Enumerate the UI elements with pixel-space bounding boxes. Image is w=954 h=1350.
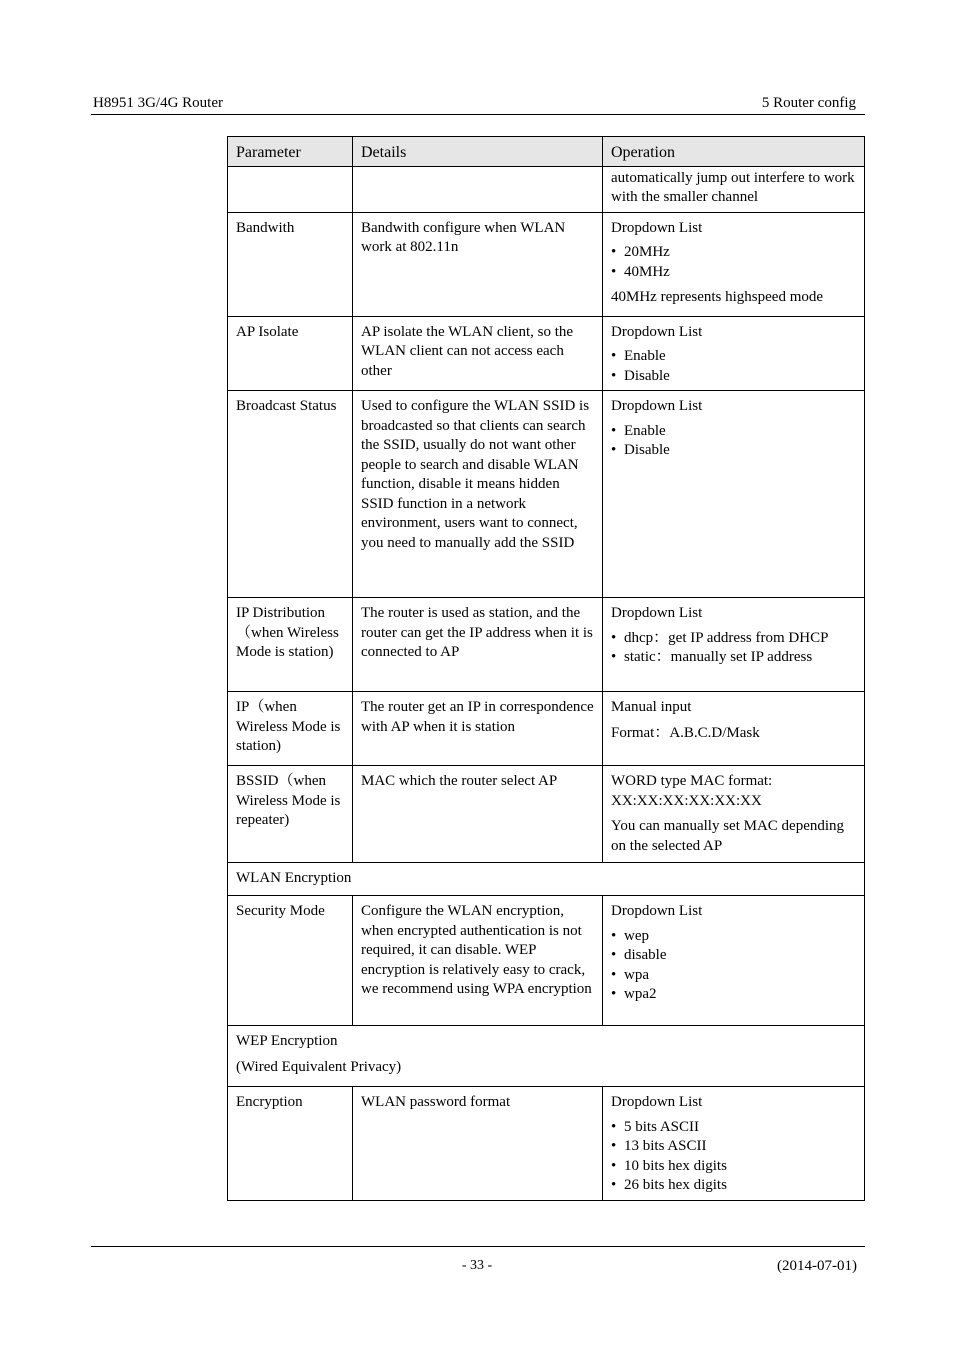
list-item: • 26 bits hex digits bbox=[611, 1176, 856, 1196]
list-item: • Disable bbox=[611, 441, 856, 461]
list-item: • Disable bbox=[611, 367, 856, 387]
details-cell: The router is used as station, and the router can get the IP address when it is connected to AP bbox=[353, 598, 603, 692]
header-divider bbox=[91, 114, 865, 115]
option-list bbox=[611, 347, 856, 386]
footer-divider bbox=[91, 1246, 865, 1247]
operation-note: 40MHz represents highspeed mode bbox=[611, 289, 824, 305]
section-row bbox=[228, 1026, 865, 1087]
operation-head: Dropdown List bbox=[611, 398, 703, 414]
list-item: • Enable bbox=[611, 422, 856, 442]
list-item: • wpa bbox=[611, 966, 856, 986]
param-cell: AP Isolate bbox=[228, 316, 353, 391]
param-cell: IP（when Wireless Mode is station) bbox=[228, 692, 353, 766]
operation-cell bbox=[603, 896, 865, 1026]
option-list bbox=[611, 422, 856, 461]
param-cell: Bandwith bbox=[228, 212, 353, 316]
section-title: WLAN Encryption bbox=[228, 863, 865, 896]
list-item: • Enable bbox=[611, 347, 856, 367]
operation-head: Dropdown List bbox=[611, 605, 703, 621]
operation-head: WORD type MAC format: XX:XX:XX:XX:XX:XX bbox=[611, 773, 773, 809]
list-item: • static：manually set IP address bbox=[611, 648, 856, 668]
param-cell bbox=[228, 166, 353, 212]
parameter-table bbox=[227, 136, 865, 1201]
param-cell: Broadcast Status bbox=[228, 391, 353, 598]
list-item: • wpa2 bbox=[611, 985, 856, 1005]
list-item: • 20MHz bbox=[611, 243, 856, 263]
operation-cell bbox=[603, 692, 865, 766]
details-cell: Used to configure the WLAN SSID is broadcasted so that clients can search the SSID, usually do not want other people to search and disable WLAN function, disable it means hidden SSID function in a network environment, users want to connect, you need to manually add the SSID bbox=[353, 391, 603, 598]
param-cell: Security Mode bbox=[228, 896, 353, 1026]
header-section: 5 Router config bbox=[761, 95, 856, 111]
list-item: • 5 bits ASCII bbox=[611, 1118, 856, 1138]
section-title-line: WEP Encryption bbox=[236, 1033, 338, 1049]
param-cell: IP Distribution（when Wireless Mode is station) bbox=[228, 598, 353, 692]
column-header-parameter: Parameter bbox=[228, 137, 353, 167]
operation-cell bbox=[603, 598, 865, 692]
section-subtitle: (Wired Equivalent Privacy) bbox=[236, 1058, 402, 1075]
table-row bbox=[228, 598, 865, 692]
section-row bbox=[228, 863, 865, 896]
table-row bbox=[228, 896, 865, 1026]
list-item: • 40MHz bbox=[611, 263, 856, 283]
footer-date: (2014-07-01) bbox=[777, 1258, 857, 1274]
list-item: • 10 bits hex digits bbox=[611, 1157, 856, 1177]
option-list bbox=[611, 1118, 856, 1196]
header-title: H8951 3G/4G Router bbox=[93, 95, 223, 111]
operation-cell bbox=[603, 391, 865, 598]
operation-note: You can manually set MAC depending on the selected AP bbox=[611, 818, 845, 854]
table-row bbox=[228, 391, 865, 598]
details-cell: AP isolate the WLAN client, so the WLAN client can not access each other bbox=[353, 316, 603, 391]
operation-cell bbox=[603, 212, 865, 316]
list-item: • disable bbox=[611, 946, 856, 966]
details-cell: Bandwith configure when WLAN work at 802.11n bbox=[353, 212, 603, 316]
details-cell: Configure the WLAN encryption, when encrypted authentication is not required, it can disable. WEP encryption is relatively easy to crack, we recommend using WPA encryption bbox=[353, 896, 603, 1026]
column-header-operation: Operation bbox=[603, 137, 865, 167]
column-header-details: Details bbox=[353, 137, 603, 167]
param-cell: BSSID（when Wireless Mode is repeater) bbox=[228, 766, 353, 863]
section-title bbox=[228, 1026, 865, 1087]
operation-head: Manual input bbox=[611, 699, 692, 715]
list-item: • dhcp：get IP address from DHCP bbox=[611, 629, 856, 649]
operation-cell bbox=[603, 1087, 865, 1201]
operation-note: Format：A.B.C.D/Mask bbox=[611, 724, 760, 741]
option-list bbox=[611, 927, 856, 1005]
param-cell: Encryption bbox=[228, 1087, 353, 1201]
operation-text: automatically jump out interfere to work with the smaller channel bbox=[611, 169, 855, 205]
list-item: • wep bbox=[611, 927, 856, 947]
operation-head: Dropdown List bbox=[611, 903, 703, 919]
table-header-row bbox=[228, 137, 865, 167]
operation-head: Dropdown List bbox=[611, 323, 703, 340]
table-row bbox=[228, 316, 865, 391]
details-cell: WLAN password format bbox=[353, 1087, 603, 1201]
operation-cell bbox=[603, 166, 865, 212]
operation-head: Dropdown List bbox=[611, 219, 703, 236]
table-row bbox=[228, 766, 865, 863]
operation-cell bbox=[603, 766, 865, 863]
details-cell: MAC which the router select AP bbox=[353, 766, 603, 863]
option-list bbox=[611, 629, 856, 668]
page-number: - 33 - bbox=[461, 1258, 493, 1273]
details-cell: The router get an IP in correspondence with AP when it is station bbox=[353, 692, 603, 766]
operation-head: Dropdown List bbox=[611, 1094, 703, 1110]
details-cell bbox=[353, 166, 603, 212]
option-list bbox=[611, 243, 856, 282]
table-row bbox=[228, 212, 865, 316]
operation-cell bbox=[603, 316, 865, 391]
table-row bbox=[228, 1087, 865, 1201]
table-row bbox=[228, 166, 865, 212]
list-item: • 13 bits ASCII bbox=[611, 1137, 856, 1157]
table-row bbox=[228, 692, 865, 766]
